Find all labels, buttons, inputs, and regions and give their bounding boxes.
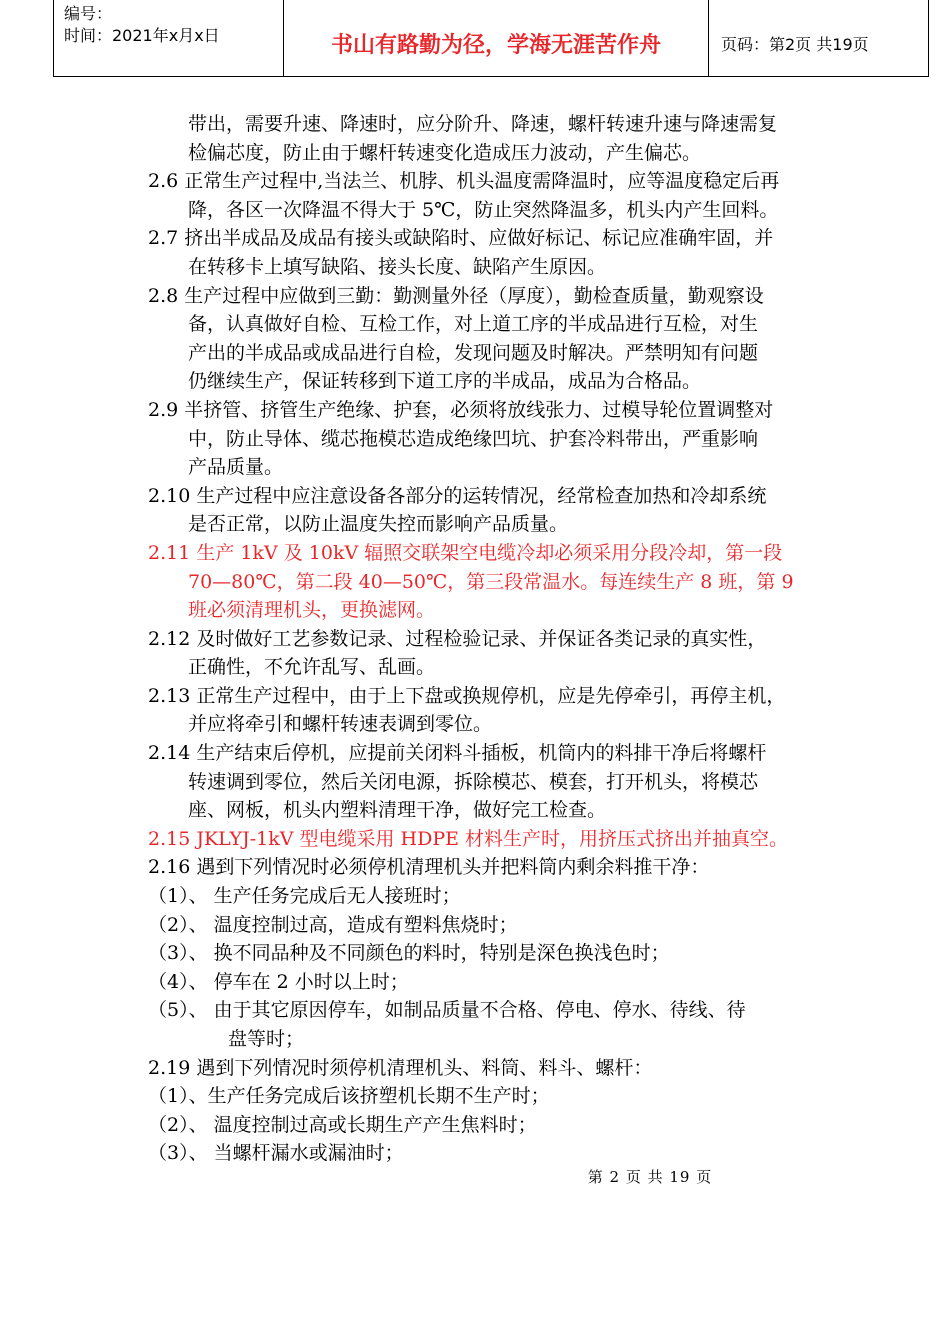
text-line: 并应将牵引和螺杆转速表调到零位。 [188, 713, 493, 736]
number-label: 编号： [64, 4, 113, 23]
text-line: 是否正常，以防止温度失控而影响产品质量。 [188, 513, 569, 536]
clause-2-6 [148, 167, 868, 224]
list-item: （2）、 温度控制过高，造成有塑料焦烧时； [148, 913, 518, 936]
clause-2-15 [148, 825, 868, 854]
clause-2-11 [148, 539, 868, 625]
header-page-label: 页码：第2页 共19页 [709, 0, 929, 76]
text-line: 2.15 JKLYJ-1kV 型电缆采用 HDPE 材料生产时，用挤压式挤出并抽真空。 [148, 827, 789, 850]
list-item-continued: 盘等时； [228, 1028, 305, 1050]
clause-2-16 [148, 853, 868, 1053]
header-motto: 书山有路勤为径，学海无涯苦作舟 [283, 0, 709, 76]
text-line: 2.19 遇到下列情况时须停机清理机头、料筒、料斗、螺杆： [148, 1056, 653, 1079]
list-item: （2）、 温度控制过高或长期生产产生焦料时； [148, 1113, 537, 1136]
text-line: 仍继续生产，保证转移到下道工序的半成品，成品为合格品。 [188, 370, 702, 393]
text-line: 产品质量。 [188, 456, 284, 479]
text-line: 座、网板，机头内塑料清理干净，做好完工检查。 [188, 799, 607, 822]
list-item: （3）、 当螺杆漏水或漏油时； [148, 1142, 404, 1165]
text-line: 带出，需要升速、降速时，应分阶升、降速，螺杆转速升速与降速需复 [188, 113, 778, 135]
document-body [148, 110, 868, 1168]
page-footer: 第 2 页 共 19 页 [587, 1168, 713, 1186]
list-item: （4）、 停车在 2 小时以上时； [148, 970, 409, 993]
list-item: （1）、 生产任务完成后无人接班时； [148, 885, 461, 908]
clause-2-9 [148, 396, 868, 482]
text-line: 2.8 生产过程中应做到三勤：勤测量外径（厚度），勤检查质量，勤观察设 [148, 284, 764, 307]
header-meta [53, 0, 283, 76]
text-line: 2.16 遇到下列情况时必须停机清理机头并把料筒内剩余料推干净： [148, 856, 710, 879]
clause-2-14 [148, 739, 868, 825]
list-item: （1）、生产任务完成后该挤塑机长期不生产时； [148, 1085, 550, 1108]
text-line: 2.12 及时做好工艺参数记录、过程检验记录、并保证各类记录的真实性， [148, 627, 767, 650]
text-line: 2.10 生产过程中应注意设备各部分的运转情况，经常检查加热和冷却系统 [148, 484, 767, 507]
text-line: 在转移卡上填写缺陷、接头长度、缺陷产生原因。 [188, 255, 607, 278]
list-item: （5）、 由于其它原因停车，如制品质量不合格、停电、停水、待线、待 [148, 999, 746, 1022]
text-line: 备，认真做好自检、互检工作，对上道工序的半成品进行互检，对生 [188, 313, 759, 336]
text-line: 2.14 生产结束后停机，应提前关闭料斗插板，机筒内的料排干净后将螺杆 [148, 742, 767, 765]
text-line: 2.13 正常生产过程中，由于上下盘或换规停机，应是先停牵引，再停主机， [148, 684, 786, 707]
text-line: 2.11 生产 1kV 及 10kV 辐照交联架空电缆冷却必须采用分段冷却，第一段 [148, 541, 783, 564]
time-label: 时间：2021年x月x日 [64, 26, 220, 45]
text-line: 2.6 正常生产过程中,当法兰、机脖、机头温度需降温时，应等温度稳定后再 [148, 170, 780, 193]
text-line: 检偏芯度，防止由于螺杆转速变化造成压力波动，产生偏芯。 [188, 141, 702, 164]
text-line: 2.7 挤出半成品及成品有接头或缺陷时、应做好标记、标记应准确牢固，并 [148, 227, 774, 250]
clause-2-7 [148, 224, 868, 281]
text-line: 70—80℃，第二段 40—50℃，第三段常温水。每连续生产 8 班，第 9 [188, 570, 794, 593]
text-line: 转速调到零位，然后关闭电源，拆除模芯、模套，打开机头，将模芯 [188, 770, 759, 793]
text-line: 2.9 半挤管、挤管生产绝缘、护套，必须将放线张力、过模导轮位置调整对 [148, 398, 774, 421]
clause-2-8 [148, 282, 868, 396]
clause-2-19 [148, 1054, 868, 1168]
text-line: 中，防止导体、缆芯拖模芯造成绝缘凹坑、护套冷料带出，严重影响 [188, 427, 759, 450]
clause-2-10 [148, 482, 868, 539]
text-line: 正确性，不允许乱写、乱画。 [188, 656, 436, 679]
clause-2-12 [148, 625, 868, 682]
page-header [53, 0, 929, 77]
clause-2-13 [148, 682, 868, 739]
text-line: 降，各区一次降温不得大于 5℃，防止突然降温多，机头内产生回料。 [188, 198, 779, 221]
text-line: 产出的半成品或成品进行自检，发现问题及时解决。严禁明知有问题 [188, 341, 759, 364]
list-item: （3）、 换不同品种及不同颜色的料时，特别是深色换浅色时； [148, 942, 670, 965]
text-line: 班必须清理机头，更换滤网。 [188, 599, 436, 622]
clause-2-5-continued [148, 110, 868, 167]
